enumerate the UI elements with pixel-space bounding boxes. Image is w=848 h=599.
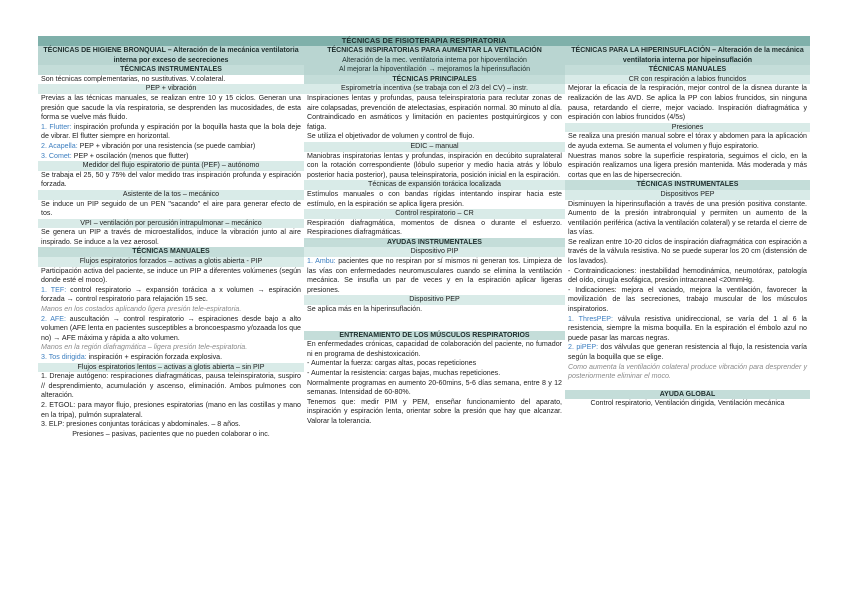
tef-note: Manos en los costados aplicando ligera presión tele-espiratoria. [41, 305, 242, 314]
expansion-title: Técnicas de expansión torácica localizada [304, 180, 565, 190]
edic-title: EDIC – manual [304, 142, 565, 152]
ambu-item [307, 257, 562, 295]
pip-device-title: Dispositivo PIP [304, 247, 565, 257]
threshold-text: válvula resistiva unidireccional, se varía del 1 al 6 la resistencia, siempre la misma boquilla. En la espiración el émbolo azul no puede pasar las marcas negras. [568, 314, 807, 342]
afe-item [41, 315, 301, 344]
directed-cough-text: inspiración + espiración forzada explosiva. [86, 353, 223, 361]
cough-assist-title: Asistente de la tos – mecánico [38, 190, 304, 200]
pep-vibration-title: PEP + vibración [38, 84, 304, 94]
forced-flows-title: Flujos espiratorios forzados – activas a glotis abierta - PIP [38, 257, 304, 267]
spirometry-title: Espirometría incentiva (se trabaja con el 2/3 del CV) – instr. [304, 84, 565, 94]
cycles-text: Se realizan entre 10-20 ciclos de inspiración diafragmática con espiración a través de la válvula resistiva. No se puede superar los 20 cm (distensión de los lavados). [568, 237, 807, 266]
spacer [307, 315, 562, 323]
pipep-item [568, 343, 807, 362]
pursed-lips-text: Mejorar la eficacia de la respiración, mejor control de la disnea durante la realización de las AVD. Se aplica la PP con labios fruncidos, sin ninguna pausa, retardando el cierre, mejor vaciado. Inspiración diafragmática y espiración con labios fruncidos (4/5s) [568, 84, 807, 122]
afe-text: auscultación → control respiratorio → espiraciones desde bajo a alto volumen (AFE lenta en pacientes susceptibles a broncoespasmo y/ozaada los que no) → AFE máxima y rápida a alto volumen. [41, 314, 301, 342]
inspiratory-header-sub1: Alteración de la mec. ventilatoria interna por hipoventilación [304, 56, 565, 66]
indications-text: - Indicaciones: mejora el vaciado, mejora la ventilación, favorecer la movilización de las secreciones, trabajo muscular de los músculos inspiratorios. [568, 285, 807, 314]
pep-devices-text: Disminuyen la hiperinsuflación a través de una presión positiva constante. Aumento de la presión intrabronquial y permiten un aumento de la ventilación periférica (activa la ventilación colateral) y se retarda el cierre de las vías. [568, 199, 807, 237]
comet-item [41, 152, 301, 162]
manual-title: TÉCNICAS MANUALES [38, 247, 304, 257]
pressures-text: Se realiza una presión manual sobre el tórax y abdomen para la aplicación de ayuda externa. Se aumenta el volumen y flujo espiratorio. [568, 132, 807, 150]
column-hyperinflation [565, 46, 810, 439]
columns [38, 46, 810, 439]
afe-label: 2. AFE: [41, 314, 66, 323]
spacer [307, 323, 562, 331]
pef-title: Medidor del flujo espiratorio de punta (PEF) – autónomo [38, 161, 304, 171]
training-title: ENTRENAMIENTO DE LOS MÚSCULOS RESPIRATORIOS [304, 331, 565, 341]
principal-title: TÉCNICAS PRINCIPALES [304, 75, 565, 85]
programs-text: Normalmente programas en aumento 20-60mins, 5-6 días semana, entre 8 y 12 semanas. Intensidad de 60-80%. [307, 378, 562, 397]
hygiene-header: TÉCNICAS DE HIGIENE BRONQUIAL – Alteración de la mecánica ventilatoria interna por exceso de secreciones [38, 46, 304, 65]
etgol-text: 2. ETGOL: para mayor flujo, presiones espiratorias (mano en las costillas y mano en la tripa), pulmón supralateral. [41, 400, 301, 419]
threshold-label: 1. ThresPEP: [568, 314, 613, 323]
vpi-title: VPI – ventilación por percusión intrapulmonar – mecánico [38, 219, 304, 229]
inspiratory-header-sub2: Al mejorar la hipoventilación → mejoramos la hiperinsuflación [304, 65, 565, 75]
instrumental-title: TÉCNICAS INSTRUMENTALES [38, 65, 304, 75]
threshold-item [568, 315, 807, 344]
instrumental-title-3: TÉCNICAS INSTRUMENTALES [565, 180, 810, 190]
ambu-text: pacientes que no respiran por sí mismos ni generan tos. Limpieza de las vías con enfermedades neuromusculares cuando se elimina la ventilación mecánica. Se insufla un par de veces y en la espiración aplicar ligeras presiones. [307, 257, 562, 294]
directed-cough-item [41, 353, 301, 363]
pep-vibration-text: Previas a las técnicas manuales, se realizan entre 10 y 15 ciclos. Generan una presión que sacude la vía respiratoria, se desprenden las mucosidades, de esta forma se vuelve más fluido. [41, 93, 301, 122]
collateral-note: Como aumenta la ventilación colateral produce vibración para desprender y posteriormente eliminar el moco. [568, 362, 807, 381]
pep-device-text: Se aplica más en la hiperinsuflación. [307, 305, 423, 314]
aids-title: AYUDAS INSTRUMENTALES [304, 238, 565, 248]
spirometry-text-2: Se utiliza el objetivador de volumen y control de flujo. [307, 132, 475, 141]
column-inspiratory [304, 46, 565, 439]
pressures-title: Presiones [565, 123, 810, 133]
directed-cough-label: 3. Tos dirigida: [41, 353, 87, 361]
document-page [38, 36, 810, 439]
instrumental-intro: Son técnicas complementarias, no sustitutivas. V.colateral. [41, 74, 226, 83]
global-aid-text: Control respiratorio, Ventilación dirigida, Ventilación mecánica [590, 399, 785, 408]
flutter-item [41, 123, 301, 142]
passive-text: Presiones – pasivas, pacientes que no pueden colaborar o inc. [72, 429, 270, 438]
edic-text: Maniobras inspiratorias lentas y profundas, inspiración en decúbito supralateral con la rotación correspondiente (lóbulo superior y medio hacia atrás y lóbulo posterior hacia posterior), pausa teleinspiratoria, posición inicial en la espiración. [307, 151, 562, 179]
manual-title-3: TÉCNICAS MANUALES [565, 65, 810, 75]
pursed-lips-title: CR con respiración a labios fruncidos [565, 75, 810, 85]
main-title: TÉCNICAS DE FISIOTERAPIA RESPIRATORIA [38, 36, 810, 46]
control-title: Control respiratorio – CR [304, 209, 565, 219]
acapella-item [41, 142, 301, 152]
training-text: En enfermedades crónicas, capacidad de colaboración del paciente, no fumador ni en programa de deshistoxicación. [307, 340, 562, 358]
tef-label: 1. TEF: [41, 285, 67, 294]
acapella-label: 2. Acapella: [41, 141, 78, 150]
tef-text: control respiratorio → expansión torácica a x volumen → espiración forzada → control respiratorio para relajación 15 sec. [41, 285, 301, 304]
pipep-text: dos válvulas que generan resistencia al flujo, la resistencia varía según la boquilla que se elige. [568, 343, 807, 361]
flutter-text: inspiración profunda y espiración por la boquilla hasta que la bola deje de vibrar. El flutter siempre en horizontal. [41, 122, 301, 141]
control-text: Respiración diafragmática, momentos de disnea o durante el esfuerzo. Respiraciones diafragmáticas. [307, 218, 562, 237]
flutter-label: 1. Flutter: [41, 122, 72, 131]
strength-text: - Aumentar la fuerza: cargas altas, pocas repeticiones [307, 359, 477, 368]
expansion-text: Estímulos manuales o con bandas rígidas intentando inspirar hacia este estímulo, en la espiración se aplica ligera presión. [307, 189, 562, 208]
drainage-text: 1. Drenaje autógeno: respiraciones diafragmáticas, pausa teleinspiratoria, suspiro // desprendimiento, acumulación y ascenso, eliminación. Ambos pulmones con alteración. [41, 372, 301, 400]
forced-flows-text: Participación activa del paciente, se induce un PIP a diferentes volúmenes (según donde esté el moco). [41, 266, 301, 285]
slow-flows-title: Flujos espiratorios lentos – activas a glotis abierta – sin PIP [38, 363, 304, 373]
acapella-text: PEP + vibración por una resistencia (se puede cambiar) [77, 141, 256, 150]
pep-devices-title: Dispositivos PEP [565, 190, 810, 200]
tef-item [41, 286, 301, 305]
cough-assist-text: Se induce un PIP seguido de un PEN "sacando" el aire para generar efecto de tos. [41, 199, 301, 218]
elp-text: 3. ELP: presiones conjuntas torácicas y abdominales. – 8 años. [41, 420, 241, 429]
pipep-label: 2. piPEP: [568, 343, 599, 352]
pep-device-title: Dispositivo PEP [304, 295, 565, 305]
measure-text: Tenemos que: medir PIM y PEM, enseñar funcionamiento del aparato, inspiración y espiración lenta, orientar sobre la presión que hay que alcanzar. Valorar la tolerancia. [307, 397, 562, 425]
pef-text: Se trabaja el 25, 50 y 75% del valor medido tras inspiración profunda y espiración forzada. [41, 170, 301, 189]
comet-label: 3. Comet: [41, 151, 72, 160]
afe-note: Manos en la región diafragmática – ligera presión tele-espiratoria. [41, 343, 248, 352]
spacer [568, 382, 807, 390]
hyperinflation-header: TÉCNICAS PARA LA HIPERINSUFLACIÓN – Alteración de la mecánica ventilatoria interna por hipeinsuflación [565, 46, 810, 65]
inspiratory-header: TÉCNICAS INSPIRATORIAS PARA AUMENTAR LA VENTILACIÓN [304, 46, 565, 56]
ambu-label: 1. Ambu: [307, 257, 336, 266]
contraindications-text: - Contraindicaciones: inestabilidad hemodinámica, neumotórax, patología del oído, cirugía esofágica, presión intracraneal <20mmHg. [568, 266, 807, 285]
hands-text: Nuestras manos sobre la superficie respiratoria, seguimos el ciclo, en la espiración realizamos una ligera presión mantenida. Más moderada y más cortas que en las de hipersecreción. [568, 151, 807, 179]
comet-text: PEP + oscilación (menos que flutter) [71, 151, 189, 160]
global-aid-title: AYUDA GLOBAL [565, 390, 810, 400]
column-hygiene [38, 46, 304, 439]
spirometry-text: Inspiraciones lentas y profundas, pausa teleinspiratoria para reclutar zonas de aire colapsadas, prevención de atelectasias, espiración normal. 30 minuto al día. Contraindicado en asmáticos y limitación en pacientes postquirúrgicos y con fatiga. [307, 93, 562, 131]
endurance-text: - Aumentar la resistencia: cargas bajas, muchas repeticiones. [307, 369, 501, 377]
vpi-text: Se genera un PIP a través de microestallidos, induce la vibración junto al aire inspirado. Se induce a la vez aerosol. [41, 228, 301, 246]
